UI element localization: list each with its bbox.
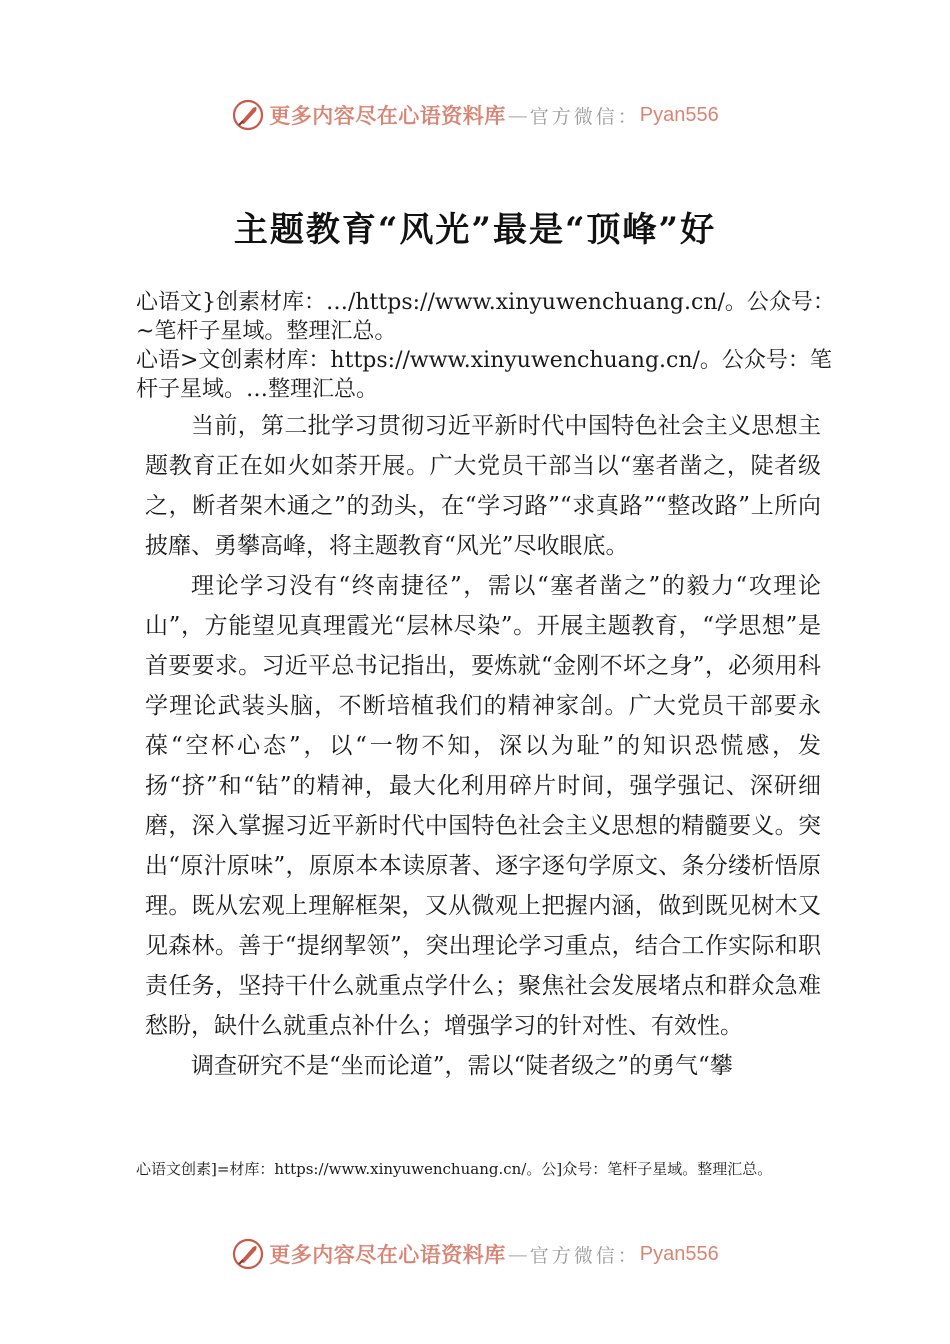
watermark-wechat-id: Pyan556 <box>639 1242 719 1265</box>
quill-pen-logo-icon <box>231 98 265 132</box>
quill-pen-logo-icon <box>231 1237 265 1271</box>
header-watermark-banner <box>0 93 950 137</box>
watermark-wechat-label: 官方微信： <box>529 105 640 128</box>
footer-source-line: 心语文创素]=材库：https://www.xinyuwenchuang.cn/。公]众号：笔杆子星域。整理汇总。 <box>136 1160 773 1178</box>
paragraph-3: 调查研究不是“坐而论道”，需以“陡者级之”的勇气“攀 <box>191 1053 733 1079</box>
document-body <box>145 406 821 1086</box>
document-title: 主题教育“风光”最是“顶峰”好 <box>233 210 717 250</box>
paragraph-2: 理论学习没有“终南捷径”，需以“塞者凿之”的毅力“攻理论山”，方能望见真理霞光“层林尽染”。开展主题教育，“学思想”是首要要求。习近平总书记指出，要炼就“金刚不坏之身”，必须用科学理论武装头脑，不断培植我们的精神家㓣。广大党员干部要永葆“空杯心态”，以“一物不知，深以为耻”的知识恐慌感，发扬“挤”和“钻”的精神，最大化利用碎片时间，强学强记、深研细磨，深入掌握习近平新时代中国特色社会主义思想的精髓要义。突出“原汁原味”，原原本本读原著、逐字逐句学原文、条分缕析悟原理。既从宏观上理解框架，又从微观上把握内涵，做到既见树木又见森林。善于“提纲挈领”，突出理论学习重点，结合工作实际和职责任务，坚持干什么就重点学什么；聚焦社会发展堵点和群众急难愁盼，缺什么就重点补什么；增强学习的针对性、有效性。 <box>145 573 821 1039</box>
watermark-main-text: 更多内容尽在心语资料库 <box>269 1242 506 1267</box>
source-line-1: 心语文}创素材库：…/https://www.xinyuwenchuang.cn/。公众号：~笔杆子星域。整理汇总。 <box>136 290 835 344</box>
source-line-2: 心语>文创素材库：https://www.xinyuwenchuang.cn/。公众号：笔杆子星域。…整理汇总。 <box>136 348 832 402</box>
footer-watermark-banner <box>0 1232 950 1276</box>
watermark-wechat-id: Pyan556 <box>639 103 719 126</box>
watermark-main-text: 更多内容尽在心语资料库 <box>269 103 506 128</box>
watermark-separator: — <box>507 1242 528 1266</box>
watermark-wechat-label: 官方微信： <box>529 1244 640 1267</box>
paragraph-1: 当前，第二批学习贯彻习近平新时代中国特色社会主义思想主题教育正在如火如荼开展。广大党员干部当以“塞者凿之，陡者级之，断者架木通之”的劲头，在“学习路”“求真路”“整改路”上所向披靡、勇攀高峰，将主题教育“风光”尽收眼底。 <box>145 413 821 559</box>
watermark-separator: — <box>507 103 528 127</box>
